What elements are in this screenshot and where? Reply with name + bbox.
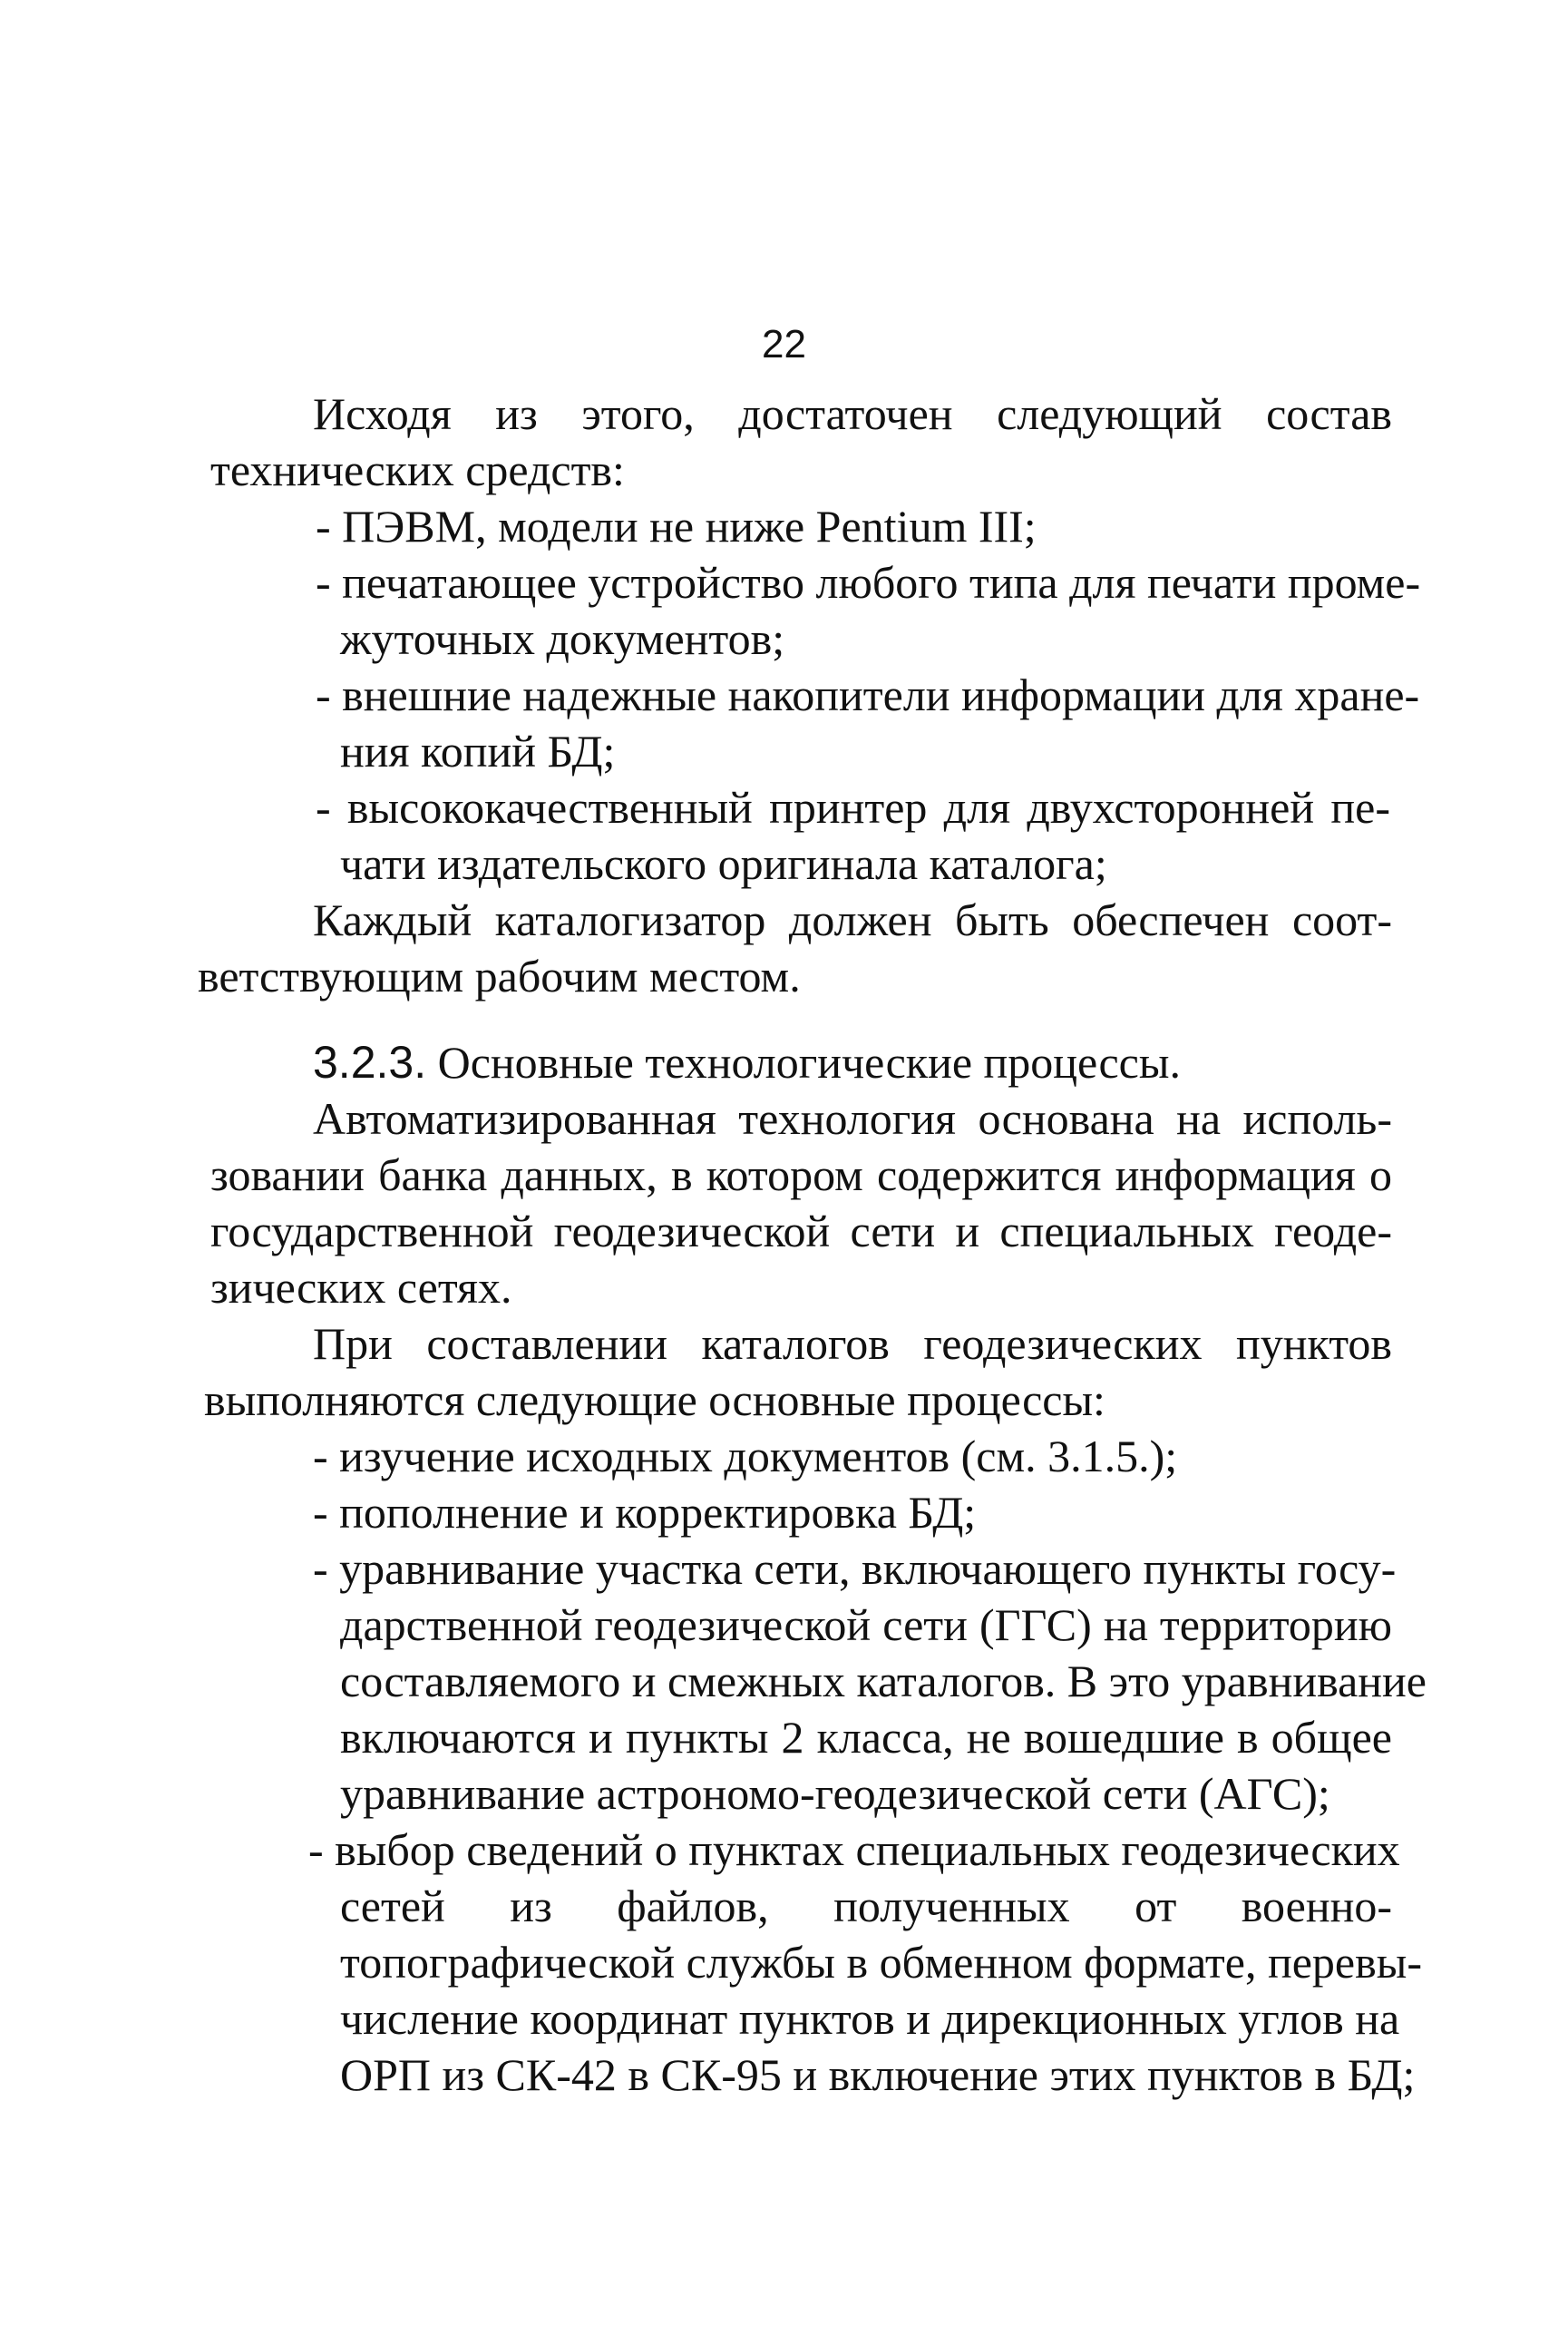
list-item-continuation: чати издательского оригинала каталога; — [340, 838, 1107, 889]
text-line: Каждый каталогизатор должен быть обеспечен соот- — [313, 894, 1392, 945]
text-line: Исходя из этого, достаточен следующий состав — [313, 388, 1392, 439]
list-item-continuation: сетей из файлов, полученных от военно- — [340, 1881, 1392, 1931]
list-item: - уравнивание участка сети, включающего пункты госу- — [313, 1543, 1397, 1594]
text-line: ветствующим рабочим местом. — [198, 951, 801, 1002]
list-item: - ПЭВМ, модели не ниже Pentium III; — [316, 501, 1037, 552]
list-item: - высококачественный принтер для двухсторонней пе- — [316, 782, 1390, 833]
section-heading — [313, 1034, 1181, 1090]
text-line: технических средств: — [210, 445, 625, 495]
text-line: При составлении каталогов геодезических пунктов — [313, 1318, 1392, 1369]
list-item-continuation: включаются и пункты 2 класса, не вошедшие в общее — [340, 1712, 1392, 1763]
list-item: - внешние надежные накопители информации для хране- — [316, 669, 1420, 720]
list-item: - пополнение и корректировка БД; — [313, 1487, 977, 1538]
text-line: зовании банка данных, в котором содержится информация о — [210, 1149, 1392, 1200]
text-line: Автоматизированная технология основана на исполь- — [313, 1093, 1392, 1144]
page-number: 22 — [762, 322, 806, 366]
text-line: зических сетях. — [210, 1262, 512, 1313]
list-item-continuation: уравнивание астрономо-геодезической сети (АГС); — [340, 1768, 1330, 1819]
list-item-continuation: топографической службы в обменном формате, перевы- — [340, 1937, 1422, 1988]
text-line: выполняются следующие основные процессы: — [204, 1374, 1105, 1425]
list-item: - изучение исходных документов (см. 3.1.5.); — [313, 1431, 1178, 1481]
list-item-continuation: ОРП из СК-42 в СК-95 и включение этих пунктов в БД; — [340, 2049, 1416, 2100]
section-number: 3.2.3. — [313, 1037, 427, 1088]
list-item: - печатающее устройство любого типа для печати проме- — [316, 557, 1421, 608]
list-item: - выбор сведений о пунктах специальных геодезических — [308, 1824, 1400, 1875]
list-item-continuation: ния копий БД; — [340, 726, 616, 777]
section-title: Основные технологические процессы. — [426, 1037, 1181, 1088]
list-item-continuation: жуточных документов; — [340, 613, 785, 664]
list-item-continuation: составляемого и смежных каталогов. В это уравнивание — [340, 1656, 1427, 1706]
list-item-continuation: дарственной геодезической сети (ГГС) на территорию — [340, 1599, 1392, 1650]
list-item-continuation: числение координат пунктов и дирекционных углов на — [340, 1993, 1400, 2044]
text-line: государственной геодезической сети и специальных геоде- — [210, 1206, 1392, 1256]
